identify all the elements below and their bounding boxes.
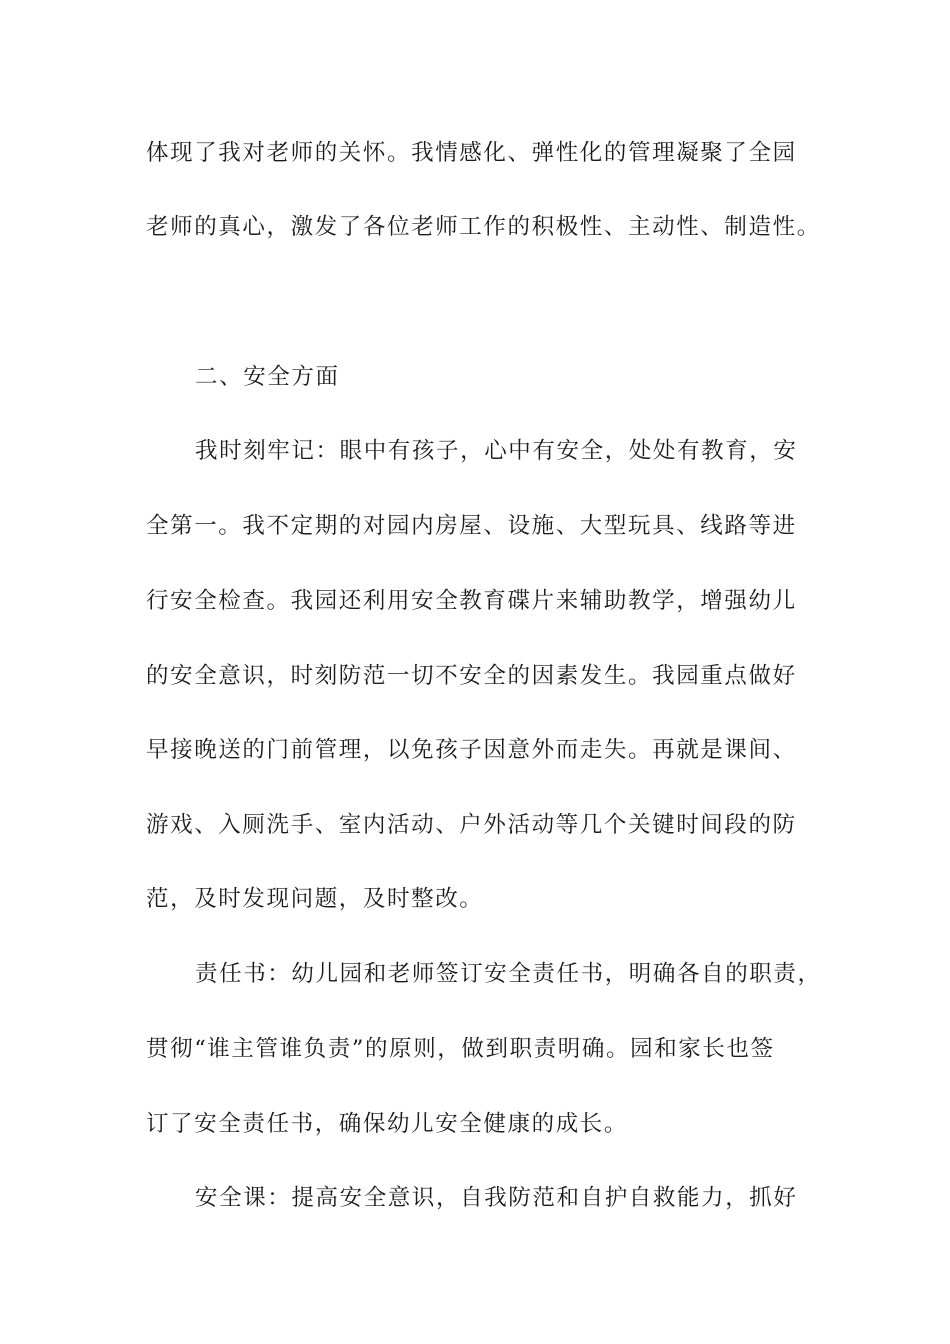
section-heading: 二、安全方面 [195, 364, 340, 390]
paragraph-line: 全第一。我不定期的对园内房屋、设施、大型玩具、线路等进 [146, 513, 797, 539]
paragraph-line: 的安全意识，时刻防范一切不安全的因素发生。我园重点做好 [146, 663, 797, 689]
paragraph-line: 游戏、入厕洗手、室内活动、户外活动等几个关键时间段的防 [146, 812, 797, 838]
paragraph-line: 早接晚送的门前管理，以免孩子因意外而走失。再就是课间、 [146, 737, 797, 763]
paragraph-line: 范，及时发现问题，及时整改。 [146, 886, 484, 912]
paragraph-line: 安全课：提高安全意识，自我防范和自护自救能力，抓好 [195, 1185, 798, 1211]
paragraph-line: 我时刻牢记：眼中有孩子，心中有安全，处处有教育，安 [195, 438, 798, 464]
paragraph-line: 贯彻“谁主管谁负责”的原则，做到职责明确。园和家长也签 [146, 1036, 775, 1062]
paragraph-line: 行安全检查。我园还利用安全教育碟片来辅助教学，增强幼儿 [146, 588, 797, 614]
paragraph-line: 老师的真心，激发了各位老师工作的积极性、主动性、制造性。 [146, 214, 821, 240]
paragraph-line: 责任书：幼儿园和老师签订安全责任书，明确各自的职责， [195, 961, 822, 987]
paragraph-line: 体现了我对老师的关怀。我情感化、弹性化的管理凝聚了全园 [146, 140, 797, 166]
paragraph-line: 订了安全责任书，确保幼儿安全健康的成长。 [146, 1111, 629, 1137]
